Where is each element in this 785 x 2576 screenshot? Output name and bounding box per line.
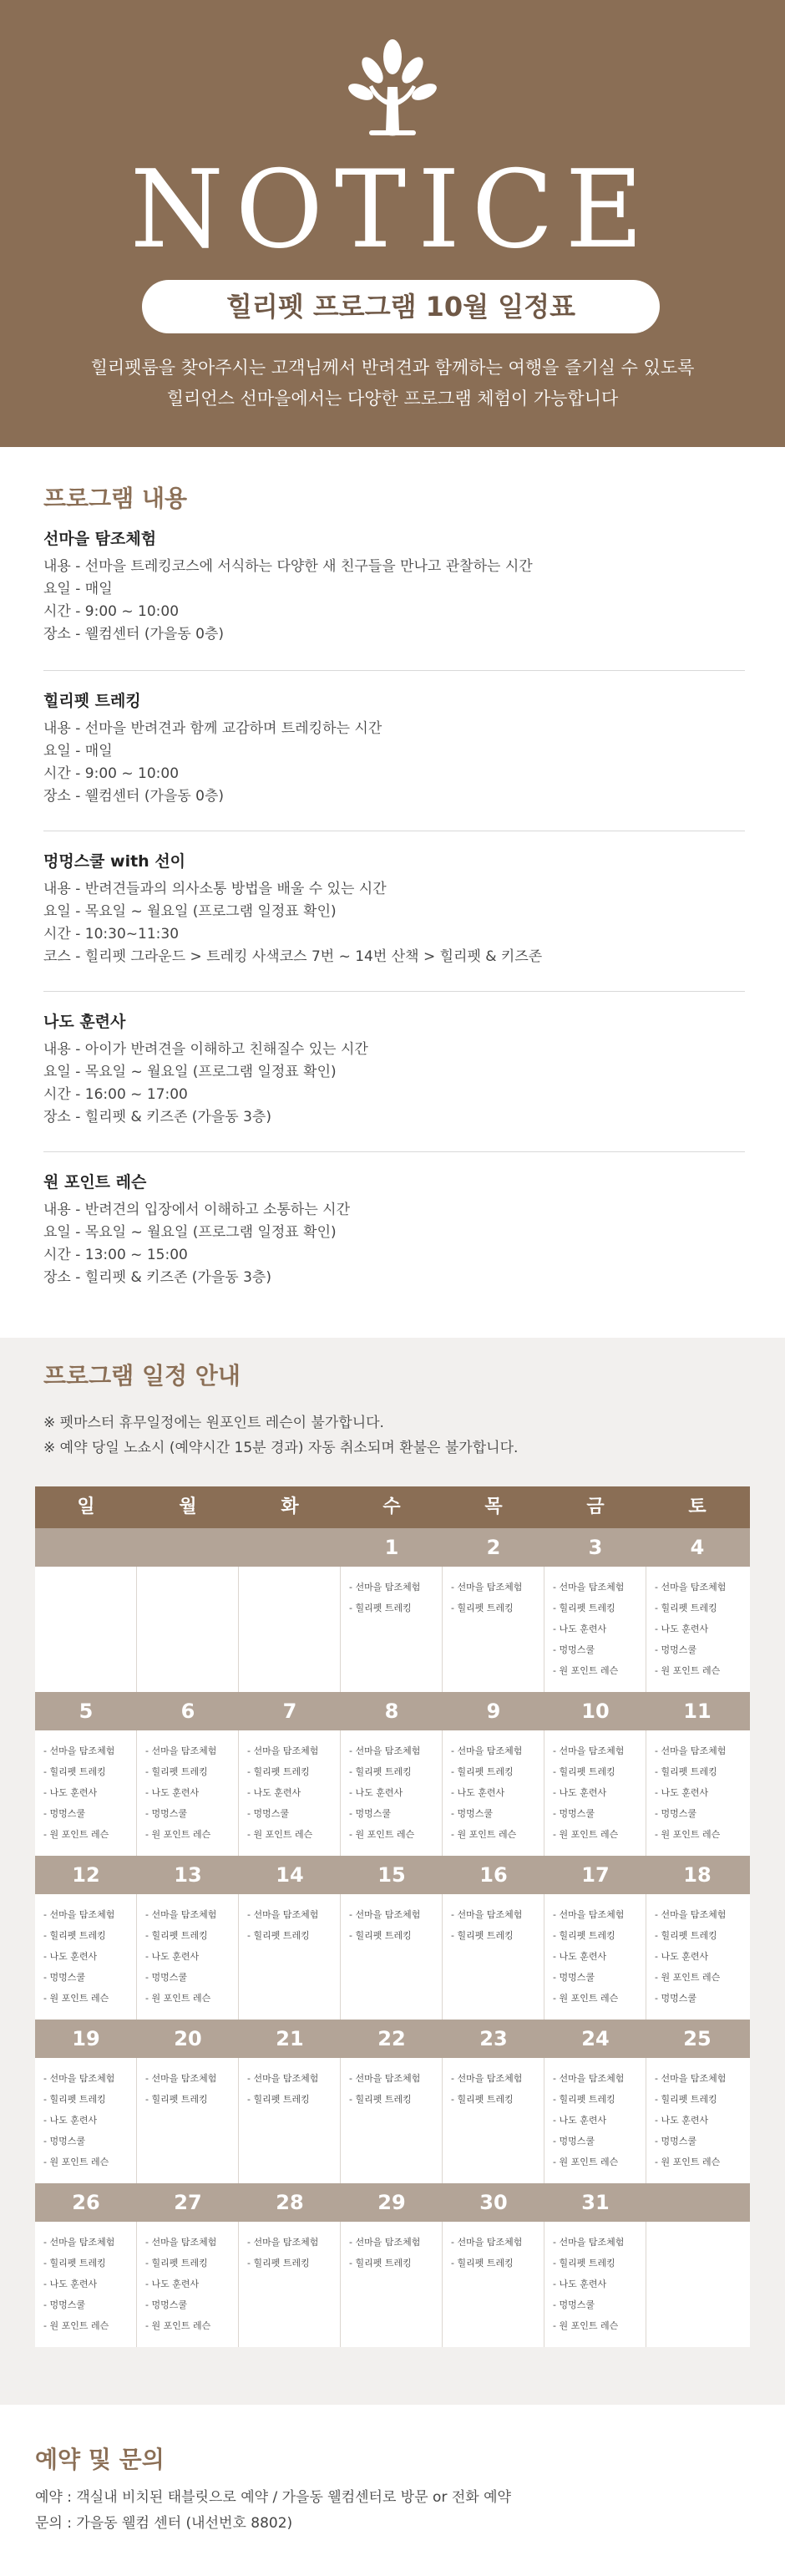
program-item: [43, 1171, 745, 1289]
program-event: - 선마을 탐조체험: [349, 1745, 421, 1756]
program-event: - 힐리펫 트레킹: [553, 1930, 615, 1941]
program-line: 내용 - 아이가 반려견을 이해하고 친해질수 있는 시간: [43, 1041, 368, 1058]
day-cell: [239, 2058, 341, 2183]
program-name: 나도 훈련사: [43, 1013, 126, 1031]
program-event: - 힐리펫 트레킹: [247, 1930, 310, 1941]
program-event: - 선마을 탐조체험: [349, 1909, 421, 1920]
program-event: - 원 포인트 레슨: [553, 2320, 619, 2331]
day-cell: [646, 2222, 748, 2347]
program-event: - 선마을 탐조체험: [553, 1582, 625, 1593]
calendar-date: 10: [581, 1700, 610, 1723]
program-event: - 힐리펫 트레킹: [145, 1930, 208, 1941]
program-event: - 힐리펫 트레킹: [43, 2094, 106, 2105]
program-event: - 원 포인트 레슨: [43, 1993, 109, 2004]
program-event: - 힐리펫 트레킹: [145, 2094, 208, 2105]
program-event: - 원 포인트 레슨: [655, 1665, 721, 1676]
calendar-date: 25: [683, 2027, 712, 2050]
day-cell: [646, 1567, 748, 1692]
program-event: - 선마을 탐조체험: [349, 1582, 421, 1593]
program-event: - 나도 훈련사: [247, 1787, 301, 1798]
week-date-row: [35, 2183, 750, 2222]
program-event: - 선마을 탐조체험: [451, 2237, 523, 2248]
day-cell: [137, 1567, 239, 1692]
program-event: - 멍멍스쿨: [553, 1972, 595, 1983]
program-event: - 선마을 탐조체험: [553, 2237, 625, 2248]
program-event: - 힐리펫 트레킹: [349, 2094, 412, 2105]
program-line: 시간 - 16:00 ~ 17:00: [43, 1086, 188, 1103]
inquiry-line: 문의 : 가을동 웰컴 센터 (내선번호 8802): [35, 2515, 293, 2532]
program-event: - 선마을 탐조체험: [43, 2237, 115, 2248]
program-event: - 힐리펫 트레킹: [553, 2258, 615, 2269]
program-event: - 원 포인트 레슨: [145, 1993, 211, 2004]
program-event: - 힐리펫 트레킹: [451, 2258, 514, 2269]
day-cell: [35, 1894, 137, 2020]
program-event: - 원 포인트 레슨: [655, 2157, 721, 2167]
program-event: - 원 포인트 레슨: [655, 1829, 721, 1840]
program-event: - 멍멍스쿨: [43, 2299, 85, 2310]
weekday-label: 일: [77, 1496, 95, 1517]
program-event: - 멍멍스쿨: [145, 2299, 187, 2310]
reservation-section: [0, 2405, 785, 2576]
program-event: - 힐리펫 트레킹: [145, 1766, 208, 1777]
program-event: - 선마을 탐조체험: [145, 1745, 217, 1756]
program-event: - 힐리펫 트레킹: [349, 1930, 412, 1941]
program-event: - 힐리펫 트레킹: [655, 1766, 717, 1777]
program-event: - 멍멍스쿨: [43, 1808, 85, 1819]
program-name: 힐리펫 트레킹: [43, 692, 141, 710]
program-event: - 원 포인트 레슨: [43, 2157, 109, 2167]
weekday-label: 화: [281, 1496, 299, 1517]
calendar-date: 30: [479, 2191, 508, 2214]
program-event: - 힐리펫 트레킹: [247, 2258, 310, 2269]
calendar-date: 27: [174, 2191, 202, 2214]
program-event: - 멍멍스쿨: [655, 1993, 696, 2004]
calendar-date: 12: [72, 1863, 100, 1887]
calendar-date: 11: [683, 1700, 712, 1723]
day-cell: [443, 2058, 544, 2183]
day-cell: [239, 2222, 341, 2347]
program-event: - 힐리펫 트레킹: [349, 1603, 412, 1613]
program-event: - 나도 훈련사: [553, 2115, 607, 2126]
weekday-label: 월: [179, 1496, 197, 1517]
calendar-date: 17: [581, 1863, 610, 1887]
program-event: - 원 포인트 레슨: [655, 1972, 721, 1983]
calendar-date: [35, 1528, 137, 1567]
program-event: - 선마을 탐조체험: [451, 1745, 523, 1756]
weekday-label: 토: [688, 1496, 706, 1517]
program-event: - 나도 훈련사: [451, 1787, 505, 1798]
day-cell: [137, 2058, 239, 2183]
program-event: - 멍멍스쿨: [553, 2136, 595, 2147]
program-event: - 선마을 탐조체험: [349, 2073, 421, 2084]
calendar-date: 20: [174, 2027, 202, 2050]
program-event: - 나도 훈련사: [655, 2115, 709, 2126]
program-name: 멍멍스쿨 with 선이: [43, 852, 186, 871]
weekday-label: 금: [586, 1496, 605, 1517]
program-event: - 선마을 탐조체험: [655, 1582, 727, 1593]
week-date-row: [35, 1856, 750, 1894]
program-event: - 힐리펫 트레킹: [247, 1766, 310, 1777]
day-cell: [35, 2222, 137, 2347]
program-line: 내용 - 반려견의 입장에서 이해하고 소통하는 시간: [43, 1202, 350, 1218]
program-event: - 나도 훈련사: [655, 1623, 709, 1634]
program-event: - 멍멍스쿨: [655, 2136, 696, 2147]
program-line: 장소 - 힐리펫 & 키즈존 (가을동 3층): [43, 1269, 271, 1286]
program-event: - 선마을 탐조체험: [145, 2237, 217, 2248]
day-cell: [35, 1730, 137, 1856]
program-event: - 힐리펫 트레킹: [655, 2094, 717, 2105]
divider: [43, 670, 745, 671]
calendar-date: 16: [479, 1863, 508, 1887]
calendar-date: 29: [377, 2191, 406, 2214]
calendar: [35, 1486, 750, 2347]
day-cell: [137, 1894, 239, 2020]
week-date-row: [35, 1692, 750, 1730]
program-event: - 힐리펫 트레킹: [43, 1766, 106, 1777]
program-event: - 선마을 탐조체험: [247, 2237, 319, 2248]
program-event: - 선마을 탐조체험: [655, 1909, 727, 1920]
program-event: - 선마을 탐조체험: [145, 1909, 217, 1920]
calendar-date: 18: [683, 1863, 712, 1887]
program-event: - 선마을 탐조체험: [451, 1909, 523, 1920]
program-event: - 멍멍스쿨: [43, 2136, 85, 2147]
program-event: - 멍멍스쿨: [247, 1808, 289, 1819]
program-line: 장소 - 웰컴센터 (가을동 0층): [43, 788, 225, 805]
day-cell: [646, 1894, 748, 2020]
program-event: - 선마을 탐조체험: [43, 1745, 115, 1756]
calendar-date: 13: [174, 1863, 202, 1887]
reservation-line: 예약 : 객실내 비치된 태블릿으로 예약 / 가을동 웰컴센터로 방문 or 전화 예약: [35, 2489, 511, 2506]
day-cell: [646, 2058, 748, 2183]
intro-line: 힐리언스 선마을에서는 다양한 프로그램 체험이 가능합니다: [166, 389, 619, 409]
week-events-row: [35, 2058, 750, 2183]
program-line: 장소 - 힐리펫 & 키즈존 (가을동 3층): [43, 1109, 271, 1125]
day-cell: [239, 1730, 341, 1856]
program-event: - 멍멍스쿨: [655, 1808, 696, 1819]
program-event: - 나도 훈련사: [43, 2279, 98, 2289]
program-item: [43, 689, 745, 808]
week-date-row: [35, 1528, 750, 1567]
program-event: - 힐리펫 트레킹: [43, 1930, 106, 1941]
day-cell: [239, 1894, 341, 2020]
program-item: [43, 850, 745, 968]
calendar-date: 2: [486, 1536, 501, 1559]
week-events-row: [35, 1894, 750, 2020]
program-event: - 나도 훈련사: [43, 2115, 98, 2126]
day-cell: [239, 1567, 341, 1692]
day-cell: [443, 1567, 544, 1692]
calendar-date: 24: [581, 2027, 610, 2050]
program-line: 장소 - 웰컴센터 (가을동 0층): [43, 626, 225, 643]
program-event: - 나도 훈련사: [553, 1623, 607, 1634]
week-events-row: [35, 1730, 750, 1856]
calendar-date: 28: [276, 2191, 304, 2214]
program-event: - 힐리펫 트레킹: [451, 1603, 514, 1613]
program-name: 선마을 탐조체험: [43, 530, 157, 548]
program-event: - 선마을 탐조체험: [247, 2073, 319, 2084]
weekday-label: 수: [382, 1496, 401, 1517]
program-event: - 선마을 탐조체험: [247, 1745, 319, 1756]
program-event: - 나도 훈련사: [655, 1787, 709, 1798]
calendar-date: 31: [581, 2191, 610, 2214]
program-event: - 힐리펫 트레킹: [247, 2094, 310, 2105]
day-cell: [341, 2058, 443, 2183]
program-event: - 선마을 탐조체험: [43, 2073, 115, 2084]
program-event: - 원 포인트 레슨: [43, 2320, 109, 2331]
day-cell: [544, 1730, 646, 1856]
program-event: - 원 포인트 레슨: [553, 1665, 619, 1676]
program-event: - 멍멍스쿨: [145, 1808, 187, 1819]
calendar-date: 1: [384, 1536, 399, 1559]
program-content-section: [0, 447, 785, 1338]
program-event: - 선마을 탐조체험: [145, 2073, 217, 2084]
program-line: 시간 - 13:00 ~ 15:00: [43, 1247, 188, 1263]
divider: [43, 991, 745, 992]
calendar-date: 7: [282, 1700, 297, 1723]
calendar-date: 3: [588, 1536, 603, 1559]
program-event: - 힐리펫 트레킹: [349, 2258, 412, 2269]
calendar-date: [646, 2183, 748, 2222]
program-event: - 멍멍스쿨: [553, 1644, 595, 1655]
program-event: - 선마을 탐조체험: [553, 1909, 625, 1920]
day-cell: [341, 1730, 443, 1856]
program-event: - 나도 훈련사: [145, 1951, 200, 1962]
program-line: 내용 - 선마을 트레킹코스에 서식하는 다양한 새 친구들을 만나고 관찰하는 시간: [43, 558, 533, 575]
program-line: 요일 - 목요일 ~ 월요일 (프로그램 일정표 확인): [43, 1224, 337, 1241]
program-event: - 원 포인트 레슨: [349, 1829, 415, 1840]
notice-header: [0, 0, 785, 447]
day-cell: [341, 1567, 443, 1692]
calendar-date: [239, 1528, 341, 1567]
program-event: - 나도 훈련사: [145, 1787, 200, 1798]
day-cell: [35, 1567, 137, 1692]
calendar-date: 5: [78, 1700, 94, 1723]
day-cell: [35, 2058, 137, 2183]
day-cell: [137, 2222, 239, 2347]
section-title: 프로그램 내용: [43, 485, 188, 512]
program-item: [43, 1010, 745, 1129]
program-line: 요일 - 목요일 ~ 월요일 (프로그램 일정표 확인): [43, 903, 337, 920]
tree-logo-icon: [339, 38, 446, 145]
program-event: - 선마을 탐조체험: [655, 1745, 727, 1756]
program-line: 시간 - 9:00 ~ 10:00: [43, 765, 180, 782]
day-cell: [544, 1894, 646, 2020]
program-event: - 멍멍스쿨: [145, 1972, 187, 1983]
calendar-date: 26: [72, 2191, 100, 2214]
program-event: - 힐리펫 트레킹: [349, 1766, 412, 1777]
calendar-date: 4: [690, 1536, 705, 1559]
calendar-date: 9: [486, 1700, 501, 1723]
program-event: - 힐리펫 트레킹: [553, 2094, 615, 2105]
program-event: - 선마을 탐조체험: [451, 1582, 523, 1593]
program-line: 내용 - 선마을 반려견과 함께 교감하며 트레킹하는 시간: [43, 720, 382, 737]
program-event: - 원 포인트 레슨: [553, 1993, 619, 2004]
calendar-date: 15: [377, 1863, 406, 1887]
program-line: 시간 - 10:30~11:30: [43, 926, 180, 943]
divider: [43, 1151, 745, 1152]
program-event: - 원 포인트 레슨: [145, 2320, 211, 2331]
program-event: - 힐리펫 트레킹: [451, 1930, 514, 1941]
calendar-date: 22: [377, 2027, 406, 2050]
notice-heading: NOTICE: [129, 148, 656, 272]
program-event: - 나도 훈련사: [43, 1787, 98, 1798]
schedule-section: [0, 1338, 785, 2405]
program-event: - 힐리펫 트레킹: [451, 2094, 514, 2105]
program-event: - 선마을 탐조체험: [349, 2237, 421, 2248]
calendar-date: 21: [276, 2027, 304, 2050]
program-event: - 나도 훈련사: [553, 2279, 607, 2289]
program-event: - 원 포인트 레슨: [145, 1829, 211, 1840]
calendar-date: [137, 1528, 239, 1567]
schedule-notes: [43, 1410, 518, 1461]
week-events-row: [35, 2222, 750, 2347]
day-cell: [137, 1730, 239, 1856]
intro-text: [0, 353, 785, 414]
week-date-row: [35, 2020, 750, 2058]
program-event: - 원 포인트 레슨: [553, 2157, 619, 2167]
calendar-date: 8: [384, 1700, 399, 1723]
section-title: 프로그램 일정 안내: [43, 1362, 241, 1390]
day-cell: [443, 2222, 544, 2347]
program-event: - 멍멍스쿨: [43, 1972, 85, 1983]
section-title: 예약 및 문의: [35, 2446, 165, 2473]
program-line: 요일 - 매일: [43, 743, 113, 760]
program-event: - 힐리펫 트레킹: [655, 1603, 717, 1613]
day-cell: [341, 2222, 443, 2347]
program-line: 요일 - 목요일 ~ 월요일 (프로그램 일정표 확인): [43, 1064, 337, 1080]
day-cell: [646, 1730, 748, 1856]
calendar-date: 23: [479, 2027, 508, 2050]
program-event: - 선마을 탐조체험: [553, 1745, 625, 1756]
program-event: - 힐리펫 트레킹: [553, 1603, 615, 1613]
program-name: 원 포인트 레슨: [43, 1173, 147, 1191]
program-event: - 멍멍스쿨: [553, 2299, 595, 2310]
day-cell: [544, 1567, 646, 1692]
program-item: [43, 527, 745, 646]
program-event: - 원 포인트 레슨: [43, 1829, 109, 1840]
calendar-date: 6: [180, 1700, 195, 1723]
program-line: 요일 - 매일: [43, 581, 113, 597]
day-cell: [443, 1894, 544, 2020]
program-event: - 나도 훈련사: [553, 1951, 607, 1962]
program-event: - 나도 훈련사: [43, 1951, 98, 1962]
program-event: - 힐리펫 트레킹: [451, 1766, 514, 1777]
calendar-weeks: [35, 1528, 750, 2347]
note-line: ※ 예약 당일 노쇼시 (예약시간 15분 경과) 자동 취소되며 환불은 불가합니다.: [43, 1440, 519, 1456]
program-event: - 멍멍스쿨: [553, 1808, 595, 1819]
calendar-date: 19: [72, 2027, 100, 2050]
program-event: - 멍멍스쿨: [451, 1808, 493, 1819]
day-cell: [544, 2222, 646, 2347]
program-event: - 선마을 탐조체험: [451, 2073, 523, 2084]
program-event: - 나도 훈련사: [145, 2279, 200, 2289]
program-event: - 선마을 탐조체험: [247, 1909, 319, 1920]
program-event: - 나도 훈련사: [349, 1787, 403, 1798]
program-event: - 힐리펫 트레킹: [145, 2258, 208, 2269]
program-event: - 멍멍스쿨: [655, 1644, 696, 1655]
program-event: - 원 포인트 레슨: [247, 1829, 313, 1840]
week-events-row: [35, 1567, 750, 1692]
program-event: - 선마을 탐조체험: [655, 2073, 727, 2084]
program-line: 코스 - 힐리펫 그라운드 > 트레킹 사색코스 7번 ~ 14번 산책 > 힐리펫 & 키즈존: [43, 948, 543, 965]
program-event: - 선마을 탐조체험: [553, 2073, 625, 2084]
day-cell: [341, 1894, 443, 2020]
program-event: - 힐리펫 트레킹: [655, 1930, 717, 1941]
weekday-header: [35, 1486, 750, 1528]
program-event: - 원 포인트 레슨: [553, 1829, 619, 1840]
program-event: - 멍멍스쿨: [349, 1808, 391, 1819]
note-line: ※ 펫마스터 휴무일정에는 원포인트 레슨이 불가합니다.: [43, 1415, 384, 1431]
program-event: - 나도 훈련사: [553, 1787, 607, 1798]
schedule-title-pill: 힐리펫 프로그램 10월 일정표: [142, 280, 660, 333]
weekday-label: 목: [484, 1496, 503, 1517]
program-line: 시간 - 9:00 ~ 10:00: [43, 603, 180, 620]
program-line: 내용 - 반려견들과의 의사소통 방법을 배울 수 있는 시간: [43, 881, 387, 897]
program-event: - 힐리펫 트레킹: [43, 2258, 106, 2269]
program-event: - 힐리펫 트레킹: [553, 1766, 615, 1777]
program-event: - 원 포인트 레슨: [451, 1829, 517, 1840]
program-event: - 나도 훈련사: [655, 1951, 709, 1962]
program-event: - 선마을 탐조체험: [43, 1909, 115, 1920]
day-cell: [443, 1730, 544, 1856]
intro-line: 힐리펫룸을 찾아주시는 고객님께서 반려견과 함께하는 여행을 즐기실 수 있도록: [90, 358, 695, 378]
calendar-date: 14: [276, 1863, 304, 1887]
day-cell: [544, 2058, 646, 2183]
